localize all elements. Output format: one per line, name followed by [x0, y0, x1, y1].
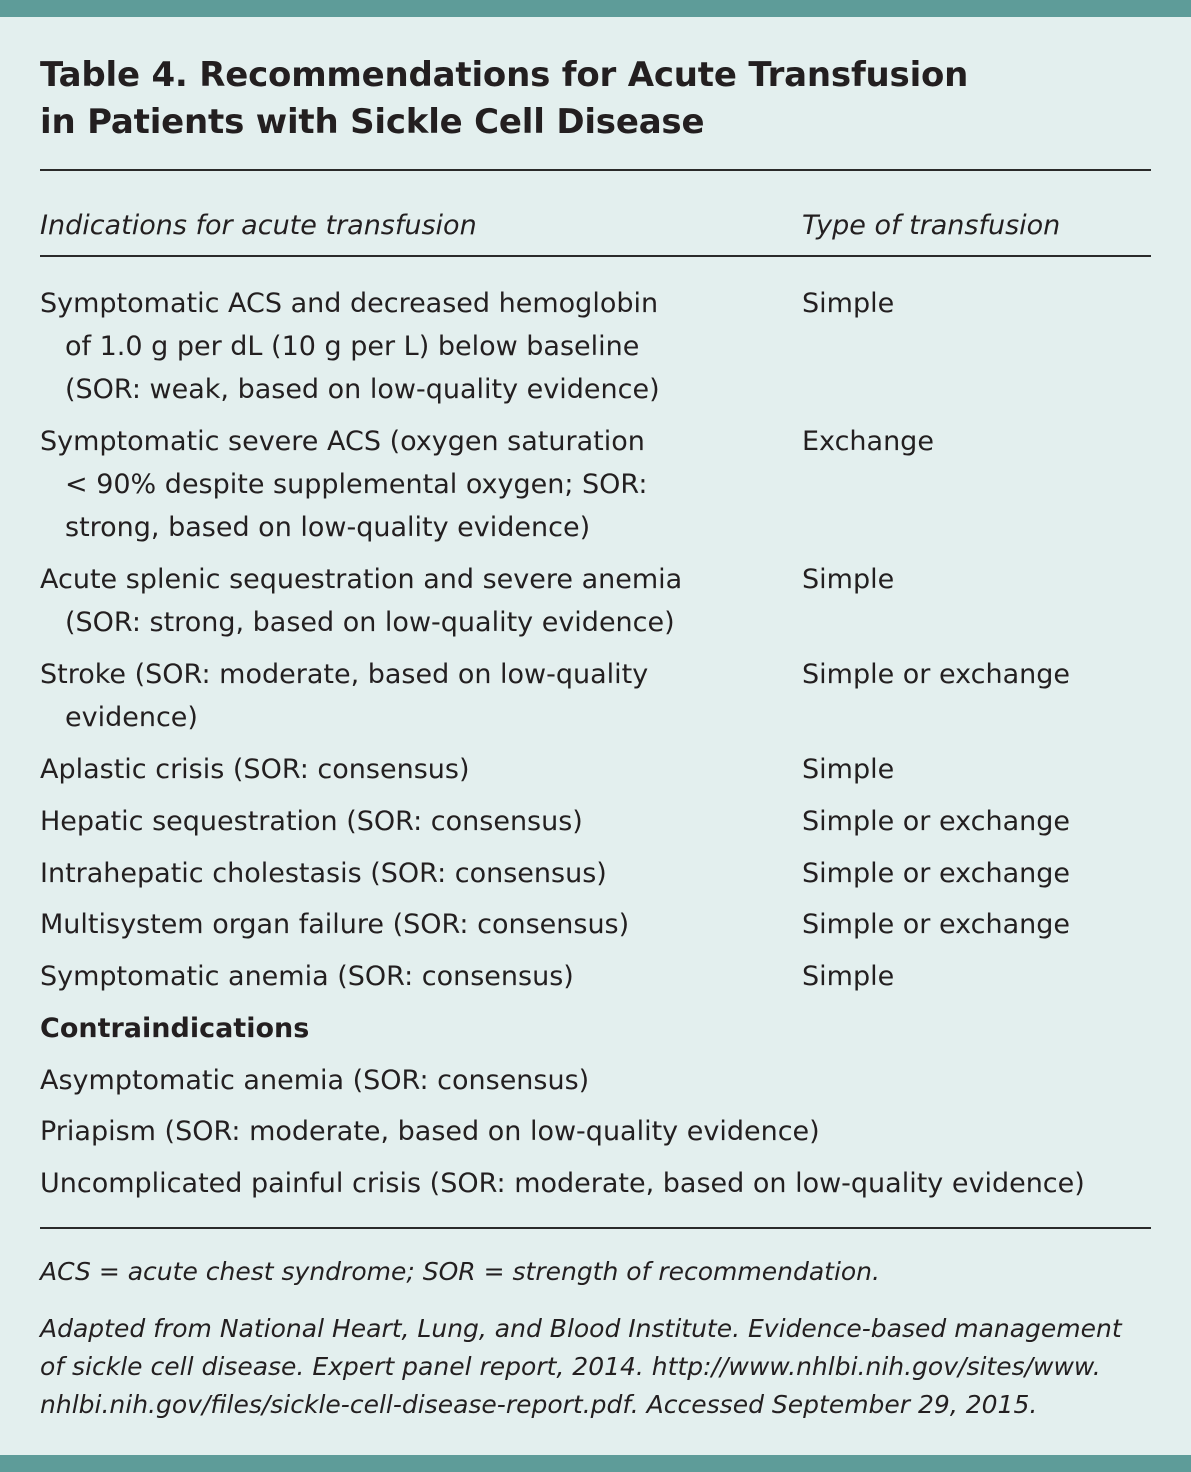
transfusion-type-cell: Simple or exchange: [802, 858, 1070, 889]
indication-cell: [40, 748, 760, 791]
abbreviation-text: ACS = acute chest syndrome; SOR = strength of recommendation.: [40, 1257, 880, 1286]
indication-cell: [40, 420, 760, 549]
source-line: nhlbi.nih.gov/files/sickle-cell-disease-report.pdf. Accessed September 29, 2015.: [40, 1390, 1038, 1419]
table-title: [40, 52, 1150, 146]
transfusion-type-cell: Simple or exchange: [802, 806, 1070, 837]
indication-line: Acute splenic sequestration and severe anemia: [40, 564, 683, 595]
transfusion-type-cell: Simple or exchange: [802, 659, 1070, 690]
transfusion-type-cell: Simple or exchange: [802, 909, 1070, 940]
transfusion-type-cell: Simple: [802, 288, 895, 319]
contraindication-item: Uncomplicated painful crisis (SOR: moderate, based on low-quality evidence): [40, 1168, 1085, 1199]
source-line: Adapted from National Heart, Lung, and Blood Institute. Evidence-based management: [40, 1314, 1122, 1343]
indication-line: Aplastic crisis (SOR: consensus): [40, 754, 470, 785]
transfusion-type-cell: Exchange: [802, 426, 934, 457]
indication-line: evidence): [65, 702, 198, 733]
column-header-type: Type of transfusion: [802, 210, 1061, 241]
table-title-line-2: in Patients with Sickle Cell Disease: [40, 102, 705, 142]
indication-line: (SOR: weak, based on low-quality evidence): [65, 374, 660, 405]
transfusion-type-cell: Simple: [802, 564, 895, 595]
transfusion-type-cell: Simple: [802, 961, 895, 992]
footer-rule: [40, 1227, 1151, 1229]
contraindication-item: Asymptomatic anemia (SOR: consensus): [40, 1065, 590, 1096]
indication-line: (SOR: strong, based on low-quality evidence): [65, 607, 675, 638]
indication-cell: [40, 282, 760, 411]
indication-cell: [40, 653, 760, 739]
title-rule: [40, 169, 1151, 171]
transfusion-type-cell: Simple: [802, 754, 895, 785]
contraindication-item: Priapism (SOR: moderate, based on low-quality evidence): [40, 1116, 820, 1147]
source-line: of sickle cell disease. Expert panel report, 2014. http://www.nhlbi.nih.gov/sites/www.: [40, 1352, 1101, 1381]
indication-line: strong, based on low-quality evidence): [65, 512, 591, 543]
indication-line: Hepatic sequestration (SOR: consensus): [40, 806, 583, 837]
contraindications-heading: Contraindications: [40, 1013, 310, 1044]
indication-line: Symptomatic ACS and decreased hemoglobin: [40, 288, 659, 319]
indication-line: Symptomatic severe ACS (oxygen saturation: [40, 426, 645, 457]
indication-cell: [40, 852, 760, 895]
indication-cell: [40, 800, 760, 843]
indication-cell: [40, 903, 760, 946]
indication-cell: [40, 558, 760, 644]
abbreviation-footnote: [40, 1253, 1155, 1291]
indication-line: < 90% despite supplemental oxygen; SOR:: [65, 469, 648, 500]
bottom-color-band: [0, 1455, 1191, 1472]
table-title-line-1: Table 4. Recommendations for Acute Transfusion: [40, 55, 969, 95]
source-footnote: [40, 1310, 1155, 1424]
indication-line: Intrahepatic cholestasis (SOR: consensus): [40, 858, 607, 889]
column-header-indication: Indications for acute transfusion: [40, 210, 477, 241]
indication-line: Stroke (SOR: moderate, based on low-quality: [40, 659, 649, 690]
top-color-band: [0, 0, 1191, 17]
indication-line: Multisystem organ failure (SOR: consensus): [40, 909, 630, 940]
indication-line: Symptomatic anemia (SOR: consensus): [40, 961, 574, 992]
header-rule: [40, 255, 1151, 257]
indication-cell: [40, 955, 760, 998]
indication-line: of 1.0 g per dL (10 g per L) below baseline: [65, 331, 640, 362]
